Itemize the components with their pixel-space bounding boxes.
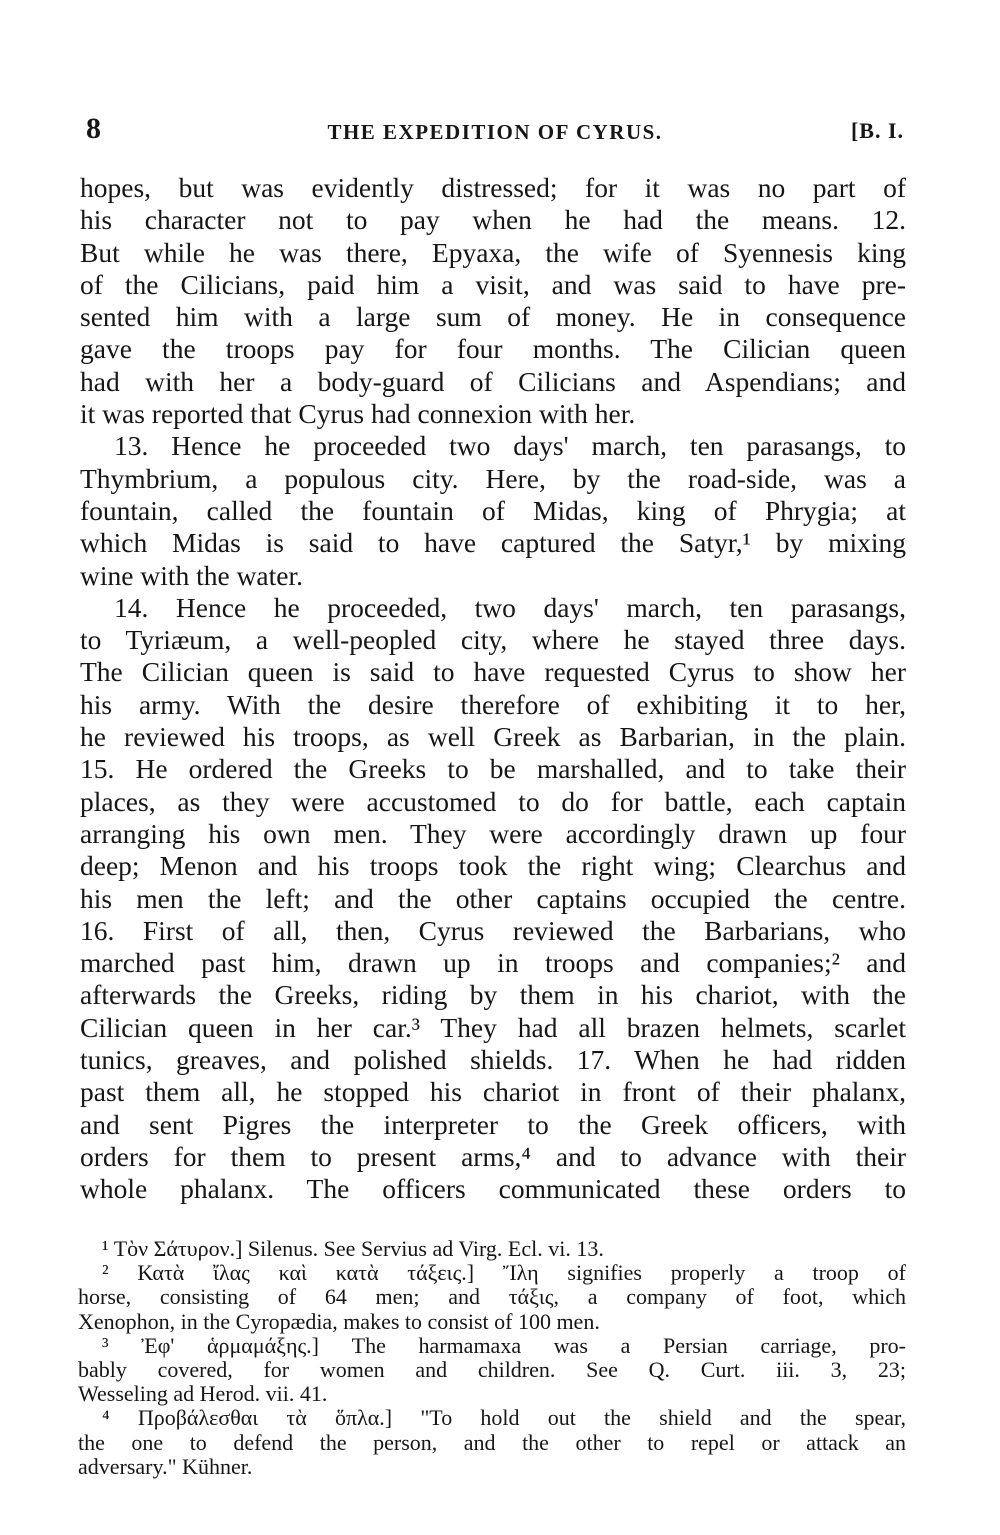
text-line: The Cilician queen is said to have requested Cyrus to show her xyxy=(80,656,906,688)
text-line: he reviewed his troops, as well Greek as Barbarian, in the plain. xyxy=(80,721,906,753)
text-line: places, as they were accustomed to do for battle, each captain xyxy=(80,785,906,817)
footnote-line: bably covered, for women and children. See Q. Curt. iii. 3, 23; xyxy=(78,1356,906,1382)
text-line: 15. He ordered the Greeks to be marshalled, and to take their xyxy=(80,753,906,785)
text-line: his army. With the desire therefore of exhibiting it to her, xyxy=(80,688,906,720)
footnotes xyxy=(78,1237,906,1479)
text-line: Thymbrium, a populous city. Here, by the road-side, was a xyxy=(80,462,906,494)
text-line: fountain, called the fountain of Midas, king of Phrygia; at xyxy=(80,494,906,526)
text-line: past them all, he stopped his chariot in front of their phalanx, xyxy=(80,1076,906,1108)
text-line: whole phalanx. The officers communicated these orders to xyxy=(80,1173,906,1205)
text-line: sented him with a large sum of money. He in consequence xyxy=(80,301,906,333)
main-text xyxy=(80,172,906,1206)
text-line: which Midas is said to have captured the Satyr,¹ by mixing xyxy=(80,527,906,559)
book-marker: [B. I. xyxy=(850,118,904,143)
text-line: had with her a body-guard of Cilicians and Aspendians; and xyxy=(80,365,906,397)
text-line: marched past him, drawn up in troops and companies;² and xyxy=(80,947,906,979)
text-line: hopes, but was evidently distressed; for it was no part of xyxy=(80,172,906,203)
text-line: afterwards the Greeks, riding by them in his chariot, with the xyxy=(80,979,906,1011)
footnote-line: Xenophon, in the Cyropædia, makes to consist of 100 men. xyxy=(78,1308,600,1334)
footnote-line: adversary." Kühner. xyxy=(78,1453,253,1479)
text-line: his character not to pay when he had the means. 12. xyxy=(80,204,906,236)
running-header xyxy=(86,112,904,152)
text-line: it was reported that Cyrus had connexion with her. xyxy=(80,398,636,430)
text-line: deep; Menon and his troops took the right wing; Clearchus and xyxy=(80,850,906,882)
footnote-line: Wesseling ad Herod. vii. 41. xyxy=(78,1381,328,1407)
text-line: arranging his own men. They were accordingly drawn up four xyxy=(80,817,906,849)
text-line: wine with the water. xyxy=(80,559,303,591)
text-line: orders for them to present arms,⁴ and to advance with their xyxy=(80,1140,906,1172)
running-title: THE EXPEDITION OF CYRUS. xyxy=(327,120,663,144)
text-line: But while he was there, Epyaxa, the wife of Syennesis king xyxy=(80,236,906,268)
footnote-line: ² Κατὰ ἴλας καὶ κατὰ τάξεις.] Ἴλη signifies properly a troop of xyxy=(102,1260,906,1286)
text-line: to Tyriæum, a well-peopled city, where he stayed three days. xyxy=(80,624,906,656)
text-line: Cilician queen in her car.³ They had all brazen helmets, scarlet xyxy=(80,1011,906,1043)
text-line: his men the left; and the other captains occupied the centre. xyxy=(80,882,906,914)
footnote-line: ¹ Τὸν Σάτυρον.] Silenus. See Servius ad Virg. Ecl. vi. 13. xyxy=(102,1236,604,1261)
footnote-line: ⁴ Προβάλεσθαι τὰ ὅπλα.] "To hold out the shield and the spear, xyxy=(102,1405,906,1431)
footnote-line: ³ Ἐφ' ἁρμαμάξης.] The harmamaxa was a Persian carriage, pro- xyxy=(102,1332,906,1358)
text-line: tunics, greaves, and polished shields. 17. When he had ridden xyxy=(80,1044,906,1076)
text-line: of the Cilicians, paid him a visit, and was said to have pre- xyxy=(80,268,906,300)
text-line: 14. Hence he proceeded, two days' march, ten parasangs, xyxy=(114,591,906,623)
text-line: gave the troops pay for four months. The Cilician queen xyxy=(80,333,906,365)
text-line: 13. Hence he proceeded two days' march, ten parasangs, to xyxy=(114,430,906,462)
text-line: 16. First of all, then, Cyrus reviewed the Barbarians, who xyxy=(80,914,906,946)
footnote-line: the one to defend the person, and the other to repel or attack an xyxy=(78,1429,906,1455)
text-line: and sent Pigres the interpreter to the Greek officers, with xyxy=(80,1108,906,1140)
footnote-line: horse, consisting of 64 men; and τάξις, a company of foot, which xyxy=(78,1284,906,1310)
page-number: 8 xyxy=(86,112,101,145)
